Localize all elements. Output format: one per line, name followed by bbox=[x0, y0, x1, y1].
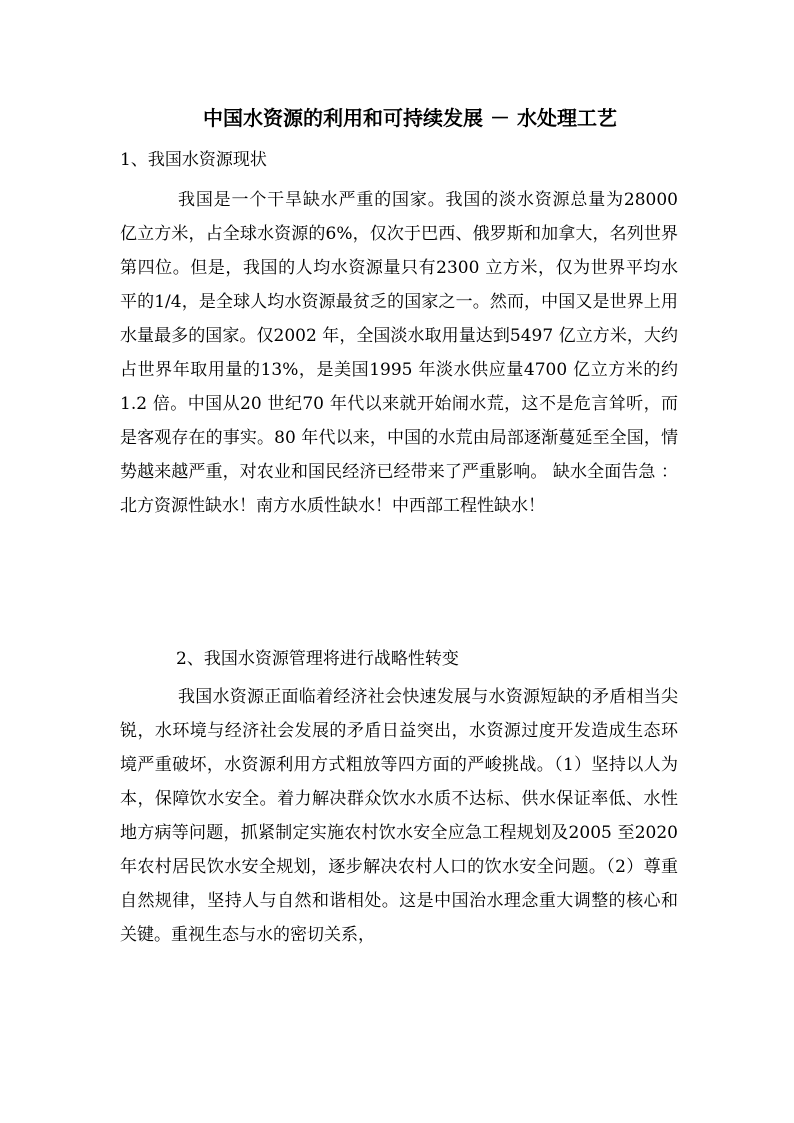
document-title: 中国水资源的利用和可持续发展 － 水处理工艺 bbox=[203, 106, 617, 130]
section-1-paragraph: 我国是一个干旱缺水严重的国家。我国的淡水资源总量为28000 亿立方米，占全球水资源的6%，仅次于巴西、俄罗斯和加拿大，名列世界第四位。但是，我国的人均水资源量只有2300 立方米，仅为世界平均水平的1/4，是全球人均水资源最贫乏的国家之一。然而，中国又是世界上用水量最多的国家。仅2002 年，全国淡水取用量达到5497 亿立方米，大约占世界年取用量的13%，是美国1995 年淡水供应量4700 亿立方米的约1.2 倍。中国从20 世纪70 年代以来就开始闹水荒，这不是危言耸听，而是客观存在的事实。80 年代以来，中国的水荒由局部逐渐蔓延至全国，情势越来越严重，对农业和国民经济已经带来了严重影响。 缺水全面告急 ：北方资源性缺水！南方水质性缺水！中西部工程性缺水！ bbox=[120, 190, 678, 516]
section-2-paragraph: 我国水资源正面临着经济社会快速发展与水资源短缺的矛盾相当尖锐，水环境与经济社会发展的矛盾日益突出，水资源过度开发造成生态环境严重破坏，水资源利用方式粗放等四方面的严峻挑战。（1）坚持以人为本，保障饮水安全。着力解决群众饮水水质不达标、供水保证率低、水性地方病等问题，抓紧制定实施农村饮水安全应急工程规划及2005 至2020 年农村居民饮水安全规划，逐步解决农村人口的饮水安全问题。（2）尊重自然规律，坚持人与自然和谐相处。这是中国治水理念重大调整的核心和关键。重视生态与水的密切关系， bbox=[120, 687, 678, 945]
section-1-heading: 1、我国水资源现状 bbox=[120, 150, 267, 170]
section-2-heading: 2、我国水资源管理将进行战略性转变 bbox=[176, 649, 459, 669]
